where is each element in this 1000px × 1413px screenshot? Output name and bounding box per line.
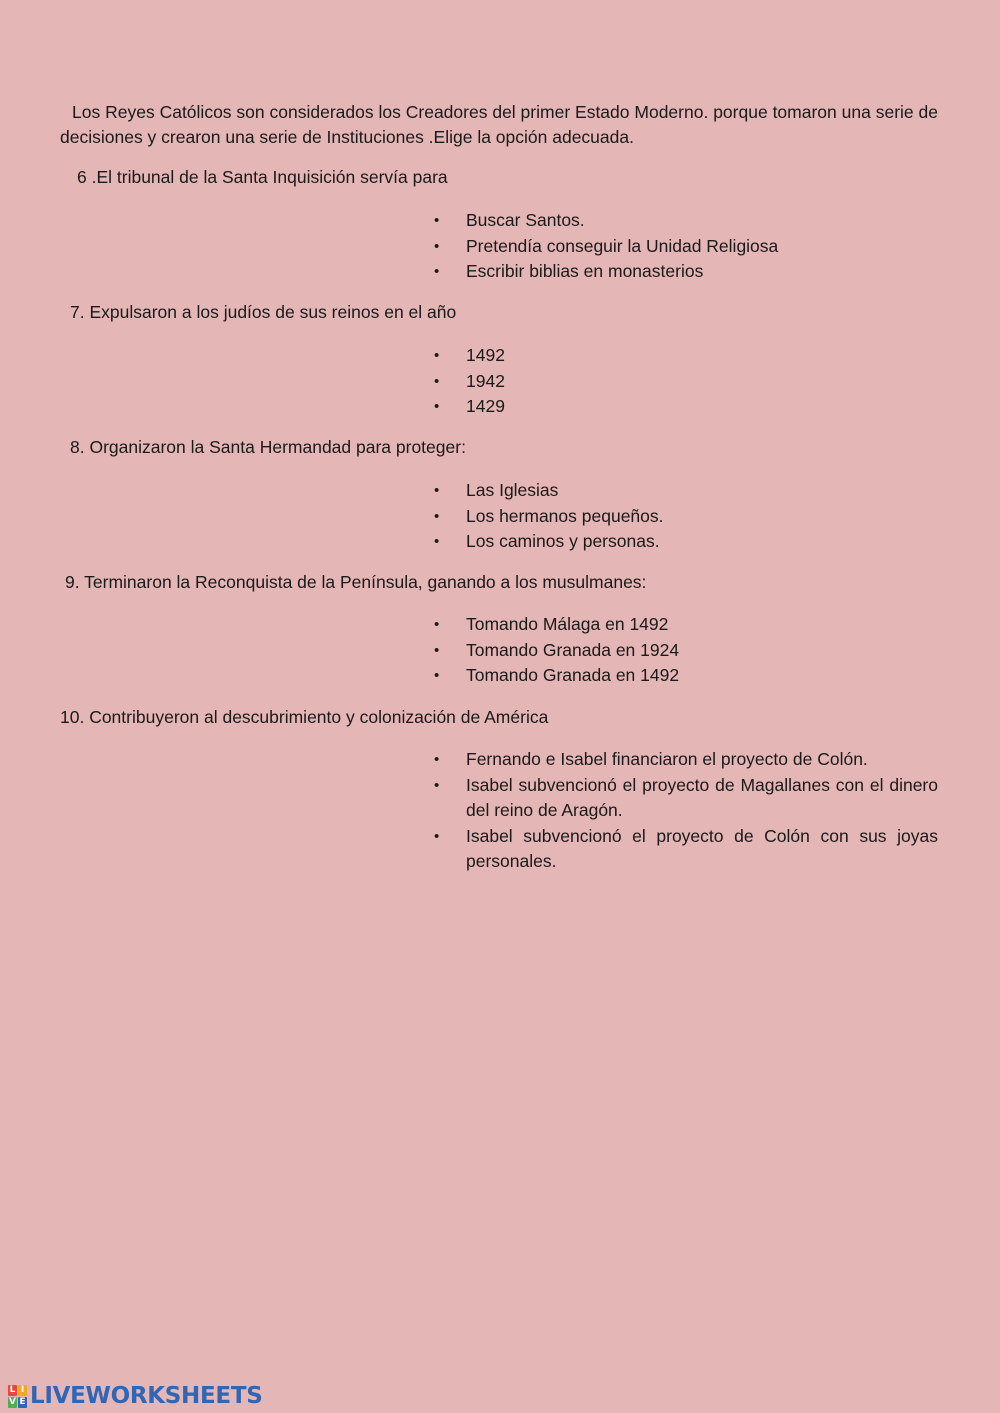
question-10: 10. Contribuyeron al descubrimiento y colonización de América (60, 707, 549, 727)
bullet-icon: • (434, 398, 440, 415)
bullet-icon: • (434, 347, 440, 364)
question-8: 8. Organizaron la Santa Hermandad para proteger: (70, 437, 466, 457)
logo-letter: V (9, 1396, 16, 1407)
options-question-8 (430, 478, 938, 555)
bullet-icon: • (434, 212, 440, 229)
option-label: 1492 (466, 345, 505, 365)
option-label: Isabel subvencionó el proyecto de Colón con sus joyas personales. (466, 825, 938, 871)
logo-text: LIVEWORKSHEETS (30, 1383, 263, 1409)
option[interactable] (430, 612, 938, 638)
bullet-icon: • (434, 533, 440, 550)
option-label: Pretendía conseguir la Unidad Religiosa (466, 235, 779, 256)
option-label: 1429 (466, 396, 505, 416)
option[interactable] (430, 234, 938, 260)
option-label: Isabel subvencionó el proyecto de Magallanes con el dinero del reino de Aragón. (466, 774, 938, 820)
option[interactable] (430, 529, 938, 555)
options-question-9 (430, 612, 938, 689)
bullet-icon: • (434, 776, 440, 794)
bullet-icon: • (434, 641, 440, 659)
options-question-6 (430, 208, 938, 285)
bullet-icon: • (434, 237, 440, 255)
bullet-icon: • (434, 751, 440, 768)
bullet-icon: • (434, 616, 440, 633)
logo-mark-icon (8, 1385, 27, 1408)
option[interactable] (430, 824, 938, 875)
liveworksheets-logo (8, 1382, 262, 1410)
logo-letter: L (9, 1384, 16, 1395)
option-label: Tomando Málaga en 1492 (466, 614, 669, 634)
bullet-icon: • (434, 667, 440, 684)
logo-letter: E (19, 1396, 26, 1407)
option[interactable] (430, 259, 938, 285)
logo-letter: I (18, 1385, 27, 1396)
option[interactable] (430, 394, 938, 420)
option[interactable] (430, 638, 938, 664)
option[interactable] (430, 504, 938, 530)
option[interactable] (430, 478, 938, 504)
option-label: Escribir biblias en monasterios (466, 261, 704, 281)
question-6: 6 .El tribunal de la Santa Inquisición servía para (77, 167, 448, 187)
option-label: Las Iglesias (466, 480, 559, 500)
bullet-icon: • (434, 372, 440, 390)
option[interactable] (430, 208, 938, 234)
options-question-10 (430, 747, 938, 875)
option[interactable] (430, 773, 938, 824)
intro-paragraph: Los Reyes Católicos son considerados los Creadores del primer Estado Moderno. porque tomaron una serie de decisiones y crearon una serie de Instituciones .Elige la opción adecuada. (60, 102, 938, 147)
option[interactable] (430, 343, 938, 369)
option[interactable] (430, 369, 938, 395)
question-9: 9. Terminaron la Reconquista de la Península, ganando a los musulmanes: (65, 572, 647, 592)
option-label: Los hermanos pequeños. (466, 505, 664, 526)
option-label: Tomando Granada en 1492 (466, 665, 680, 685)
options-question-7 (430, 343, 938, 420)
option[interactable] (430, 747, 938, 773)
option-label: Buscar Santos. (466, 210, 585, 230)
option-label: 1942 (466, 370, 505, 391)
bullet-icon: • (434, 507, 440, 525)
option-label: Fernando e Isabel financiaron el proyecto de Colón. (466, 749, 868, 769)
option-label: Tomando Granada en 1924 (466, 639, 680, 660)
bullet-icon: • (434, 827, 440, 845)
bullet-icon: • (434, 482, 440, 499)
question-7: 7. Expulsaron a los judíos de sus reinos en el año (70, 302, 457, 322)
bullet-icon: • (434, 263, 440, 280)
option[interactable] (430, 663, 938, 689)
option-label: Los caminos y personas. (466, 531, 660, 551)
